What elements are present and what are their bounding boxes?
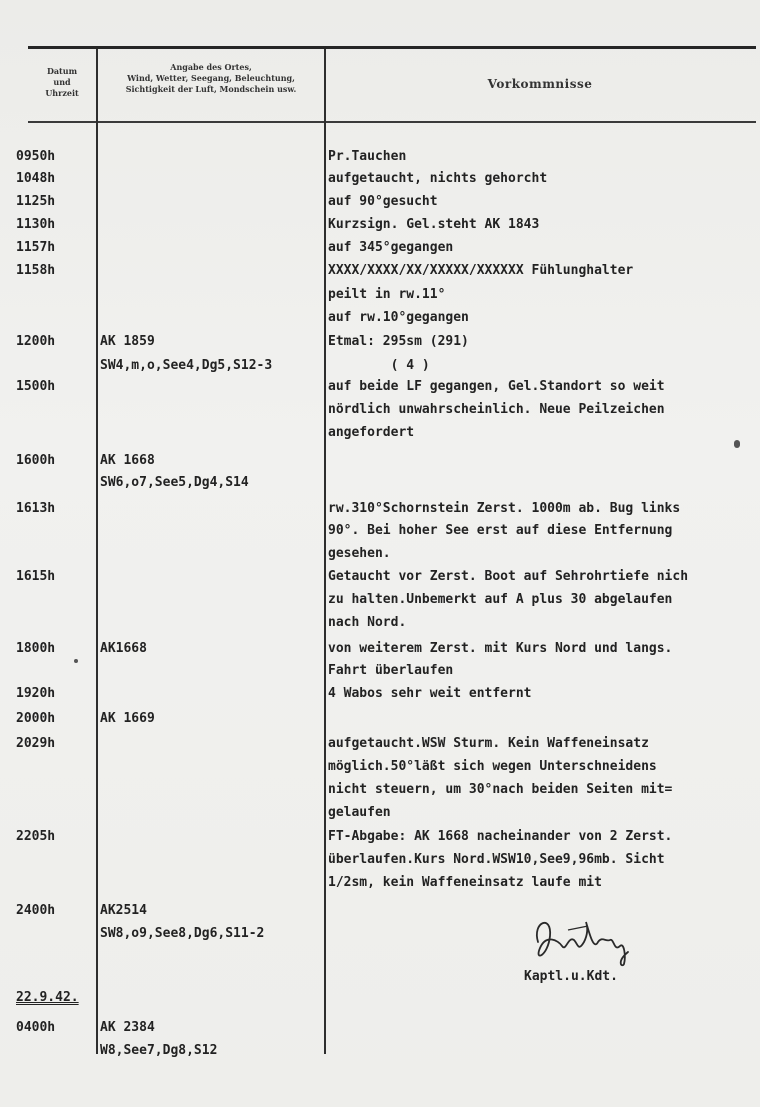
log-event: Etmal: 295sm (291): [328, 334, 469, 349]
log-row: [0, 260, 760, 282]
log-location: AK 1859: [100, 334, 155, 349]
log-location: SW6,o7,See5,Dg4,S14: [100, 475, 249, 490]
log-location: W8,See7,Dg8,S12: [100, 1043, 218, 1058]
log-event: möglich.50°läßt sich wegen Unterschneidens: [328, 759, 657, 774]
log-time: 1920h: [16, 686, 56, 701]
log-event: Getaucht vor Zerst. Boot auf Sehrohrtiefe nich: [328, 569, 689, 584]
ink-speck: [74, 659, 78, 663]
log-row: [0, 422, 760, 444]
log-time: 1158h: [16, 263, 56, 278]
ink-speck: [734, 440, 740, 448]
log-event: Kurzsign. Gel.steht AK 1843: [328, 217, 540, 232]
log-time: 1615h: [16, 569, 56, 584]
log-row: [0, 191, 760, 213]
header-events: Vorkommnisse: [487, 77, 593, 91]
log-event: 1/2sm, kein Waffeneinsatz laufe mit: [328, 875, 602, 890]
log-time: 1200h: [16, 334, 56, 349]
log-row: [0, 1040, 760, 1062]
header-rule: [28, 121, 756, 123]
log-row: [0, 779, 760, 801]
log-row: [0, 849, 760, 871]
log-time: 2400h: [16, 903, 56, 918]
log-time: 0400h: [16, 1020, 56, 1035]
log-event: aufgetaucht, nichts gehorcht: [328, 171, 548, 186]
log-time: 2205h: [16, 829, 56, 844]
log-row: [0, 826, 760, 848]
log-row: [0, 733, 760, 755]
log-row: [0, 520, 760, 542]
log-event: nördlich unwahrscheinlich. Neue Peilzeichen: [328, 402, 665, 417]
log-time: 1130h: [16, 217, 56, 232]
log-time: 1800h: [16, 641, 56, 656]
log-event: nach Nord.: [328, 615, 407, 630]
log-row: [0, 498, 760, 520]
log-row: [0, 376, 760, 398]
log-location: SW8,o9,See8,Dg6,S11-2: [100, 926, 265, 941]
log-row: [0, 284, 760, 306]
log-time: 1125h: [16, 194, 56, 209]
log-event: 90°. Bei hoher See erst auf diese Entfernung: [328, 523, 673, 538]
log-row: [0, 399, 760, 421]
log-row: [0, 638, 760, 660]
top-rule: [28, 46, 756, 49]
log-row: [0, 589, 760, 611]
log-event: auf rw.10°gegangen: [328, 310, 469, 325]
log-event: ( 4 ): [328, 358, 430, 373]
log-time: 1500h: [16, 379, 56, 394]
log-row: [0, 214, 760, 236]
log-event: gelaufen: [328, 805, 391, 820]
log-row: [0, 923, 760, 945]
log-row: [0, 900, 760, 922]
log-event: gesehen.: [328, 546, 391, 561]
log-event: auf beide LF gegangen, Gel.Standort so weit: [328, 379, 665, 394]
log-event: XXXX/XXXX/XX/XXXXX/XXXXXX Fühlunghalter: [328, 263, 634, 278]
log-event: nicht steuern, um 30°nach beiden Seiten mit=: [328, 782, 673, 797]
log-row: [0, 331, 760, 353]
log-event: zu halten.Unbemerkt auf A plus 30 abgelaufen: [328, 592, 673, 607]
log-event: rw.310°Schornstein Zerst. 1000m ab. Bug links: [328, 501, 681, 516]
log-row: [0, 802, 760, 824]
log-time: 1600h: [16, 453, 56, 468]
log-location: AK1668: [100, 641, 147, 656]
log-row: [0, 708, 760, 730]
log-time: 1048h: [16, 171, 56, 186]
log-row: [0, 872, 760, 894]
header-date-time: Datum und Uhrzeit: [45, 66, 79, 98]
log-row: [0, 683, 760, 705]
signature-image: [528, 912, 638, 970]
log-event: FT-Abgabe: AK 1668 nacheinander von 2 Zerst.: [328, 829, 673, 844]
log-location: AK 1669: [100, 711, 155, 726]
header-location-weather: Angabe des Ortes, Wind, Wetter, Seegang, Beleuchtung, Sichtigkeit der Luft, Mondschein usw.: [125, 62, 297, 94]
log-event: von weiterem Zerst. mit Kurs Nord und langs.: [328, 641, 673, 656]
log-location: SW4,m,o,See4,Dg5,S12-3: [100, 358, 273, 373]
log-time: 2029h: [16, 736, 56, 751]
log-event: angefordert: [328, 425, 415, 440]
log-location: AK2514: [100, 903, 147, 918]
signature-title: Kaptl.u.Kdt.: [524, 969, 618, 984]
log-row: [0, 987, 760, 1009]
log-row: [0, 307, 760, 329]
log-row: [0, 612, 760, 634]
log-row: [0, 472, 760, 494]
log-row: [0, 168, 760, 190]
log-time: 0950h: [16, 149, 56, 164]
log-event: auf 345°gegangen: [328, 240, 454, 255]
log-location: AK 2384: [100, 1020, 155, 1035]
log-row: [0, 1017, 760, 1039]
log-event: Pr.Tauchen: [328, 149, 407, 164]
log-row: [0, 660, 760, 682]
log-row: [0, 355, 760, 377]
log-row: [0, 146, 760, 168]
log-row: [0, 543, 760, 565]
log-event: aufgetaucht.WSW Sturm. Kein Waffeneinsatz: [328, 736, 649, 751]
log-time: 2000h: [16, 711, 56, 726]
log-event: Fahrt überlaufen: [328, 663, 454, 678]
log-row: [0, 237, 760, 259]
log-event: peilt in rw.11°: [328, 287, 446, 302]
log-time: 22.9.42.: [16, 990, 79, 1005]
log-row: [0, 756, 760, 778]
log-time: 1613h: [16, 501, 56, 516]
log-event: auf 90°gesucht: [328, 194, 438, 209]
log-location: AK 1668: [100, 453, 155, 468]
log-row: [0, 450, 760, 472]
log-event: überlaufen.Kurs Nord.WSW10,See9,96mb. Sicht: [328, 852, 665, 867]
log-event: 4 Wabos sehr weit entfernt: [328, 686, 532, 701]
log-row: [0, 566, 760, 588]
log-time: 1157h: [16, 240, 56, 255]
